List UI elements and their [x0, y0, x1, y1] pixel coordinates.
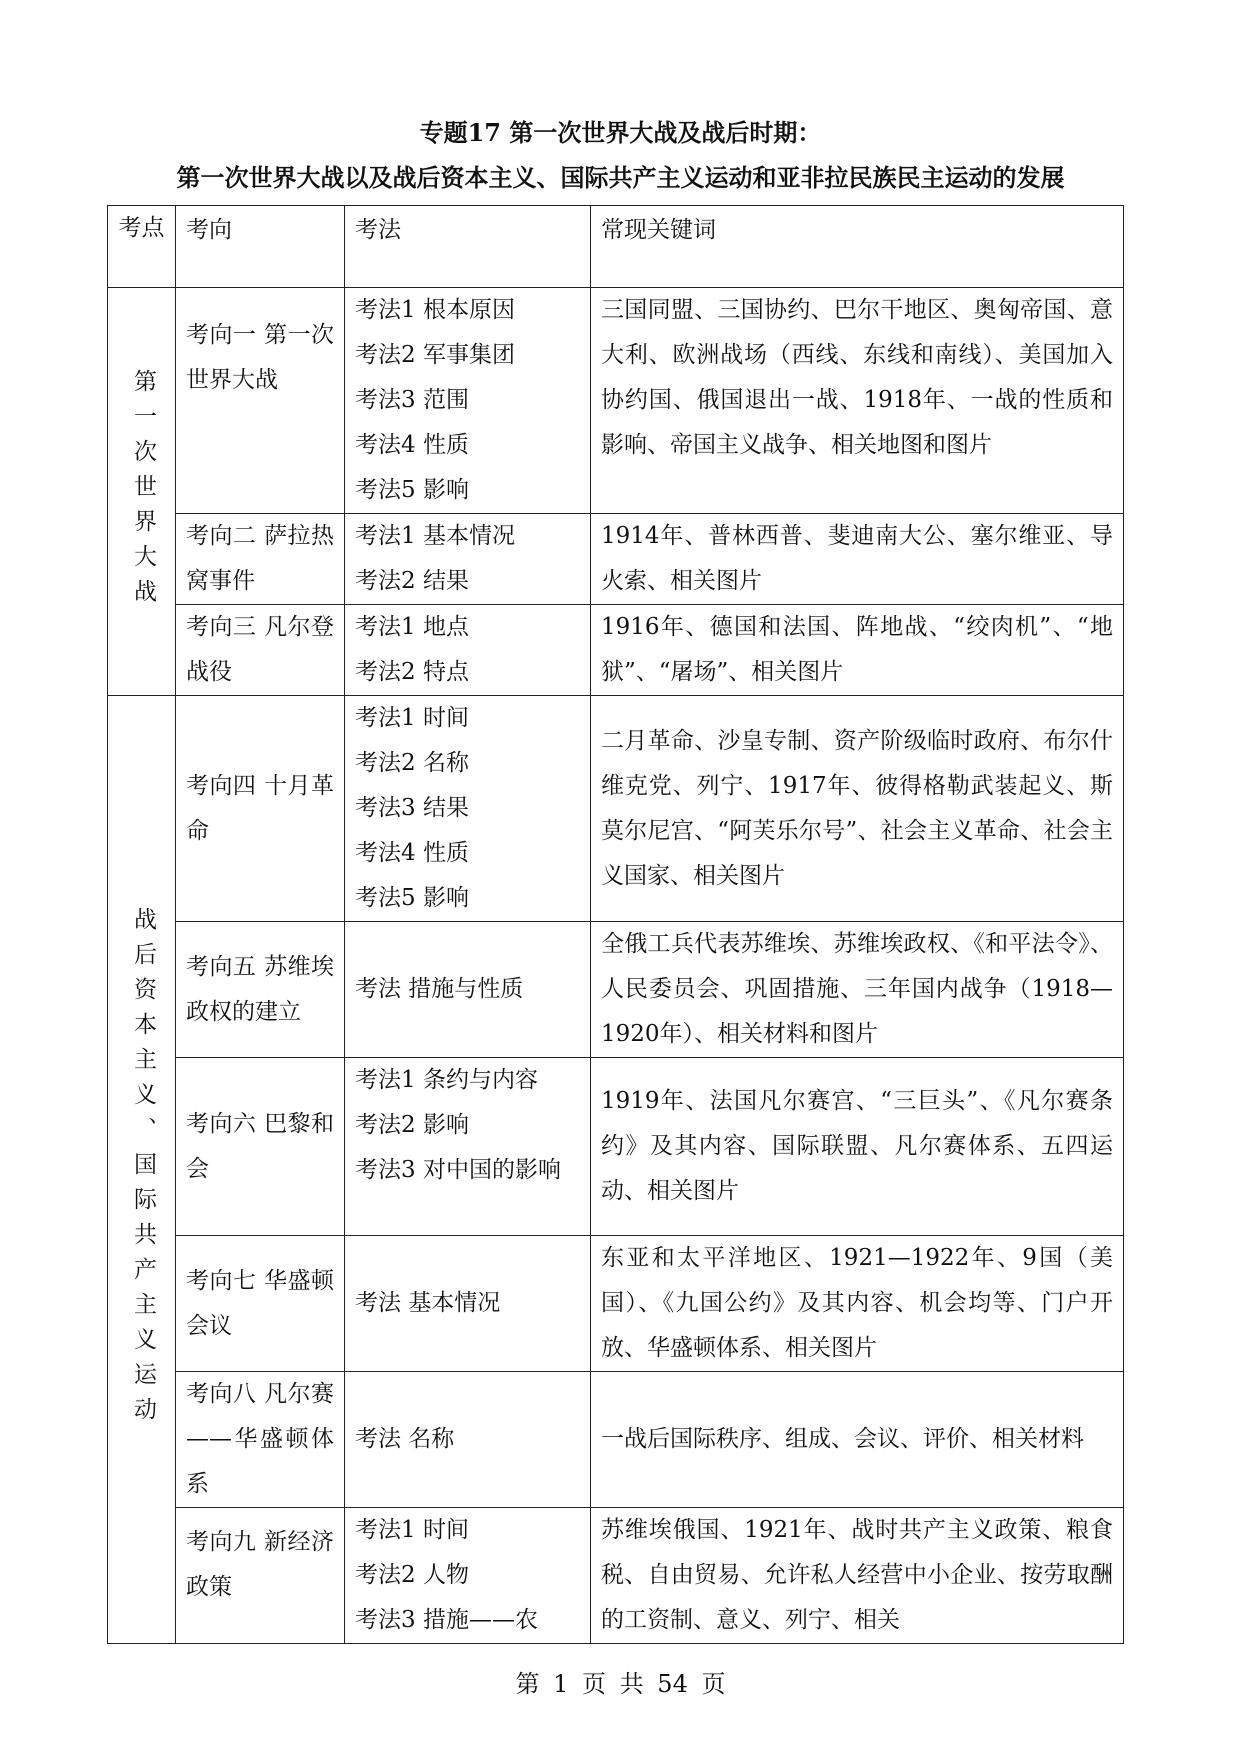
- section-point-ww1: 第一次世界大战: [108, 288, 176, 696]
- keywords-cell: 东亚和太平洋地区、1921—1922年、9国（美国）、《九国公约》及其内容、机会均等、门户开放、华盛顿体系、相关图片: [591, 1236, 1124, 1372]
- keywords-cell: 1914年、普林西普、斐迪南大公、塞尔维亚、导火索、相关图片: [591, 514, 1124, 605]
- method-item: 考法5 影响: [355, 477, 469, 503]
- table-row: [108, 1058, 1124, 1236]
- methods-cell: [345, 1508, 591, 1644]
- keywords-cell: 1916年、德国和法国、阵地战、“绞肉机”、“地狱”、“屠场”、相关图片: [591, 605, 1124, 696]
- table-row: [108, 922, 1124, 1058]
- header-kaodian: 考点: [108, 206, 176, 288]
- direction-cell: 考向八 凡尔赛——华盛顿体系: [176, 1372, 345, 1508]
- method-item: 考法 措施与性质: [355, 976, 524, 1002]
- table-row: [108, 605, 1124, 696]
- method-item: 考法3 措施——农: [355, 1607, 538, 1633]
- method-item: 考法3 对中国的影响: [355, 1157, 561, 1183]
- methods-cell: [345, 605, 591, 696]
- method-item: 考法1 时间: [355, 705, 469, 731]
- method-item: 考法1 时间: [355, 1517, 469, 1543]
- method-item: 考法1 条约与内容: [355, 1067, 538, 1093]
- method-item: 考法 名称: [355, 1426, 455, 1452]
- methods-cell: [345, 288, 591, 514]
- methods-cell: [345, 1236, 591, 1372]
- method-item: 考法4 性质: [355, 840, 469, 866]
- page-title: 专题17 第一次世界大战及战后时期：: [419, 118, 822, 147]
- method-item: 考法 基本情况: [355, 1290, 501, 1316]
- method-item: 考法2 结果: [355, 568, 469, 594]
- header-kaofa: 考法: [345, 206, 591, 288]
- methods-cell: [345, 922, 591, 1058]
- method-item: 考法1 基本情况: [355, 523, 515, 549]
- table-row: [108, 1236, 1124, 1372]
- method-item: 考法1 根本原因: [355, 297, 515, 323]
- methods-cell: [345, 1372, 591, 1508]
- header-kaoxiang: 考向: [176, 206, 345, 288]
- method-item: 考法5 影响: [355, 885, 469, 911]
- methods-cell: [345, 514, 591, 605]
- table-row: [108, 1508, 1124, 1644]
- direction-cell: 考向四 十月革命: [176, 696, 345, 922]
- direction-cell: 考向九 新经济政策: [176, 1508, 345, 1644]
- header-keywords: 常现关键词: [591, 206, 1124, 288]
- keywords-cell: 一战后国际秩序、组成、会议、评价、相关材料: [591, 1372, 1124, 1508]
- section-point-postwar: 战后资本主义、国际共产主义运动: [108, 696, 176, 1644]
- keywords-cell: 全俄工兵代表苏维埃、苏维埃政权、《和平法令》、人民委员会、巩固措施、三年国内战争（1918—1920年）、相关材料和图片: [591, 922, 1124, 1058]
- page-subtitle: 第一次世界大战以及战后资本主义、国际共产主义运动和亚非拉民族民主运动的发展: [176, 163, 1065, 192]
- methods-cell: [345, 1058, 591, 1236]
- direction-cell: 考向二 萨拉热窝事件: [176, 514, 345, 605]
- table-row: [108, 696, 1124, 922]
- method-item: 考法2 军事集团: [355, 342, 515, 368]
- direction-cell: 考向七 华盛顿会议: [176, 1236, 345, 1372]
- direction-cell: 考向三 凡尔登战役: [176, 605, 345, 696]
- table-row: [108, 288, 1124, 514]
- table-row: [108, 514, 1124, 605]
- methods-cell: [345, 696, 591, 922]
- table-row: [108, 1372, 1124, 1508]
- keywords-cell: 二月革命、沙皇专制、资产阶级临时政府、布尔什维克党、列宁、1917年、彼得格勒武装起义、斯莫尔尼宫、“阿芙乐尔号”、社会主义革命、社会主义国家、相关图片: [591, 696, 1124, 922]
- keywords-cell: 三国同盟、三国协约、巴尔干地区、奥匈帝国、意大利、欧洲战场（西线、东线和南线）、美国加入协约国、俄国退出一战、1918年、一战的性质和影响、帝国主义战争、相关地图和图片: [591, 288, 1124, 514]
- topic-table: [107, 205, 1124, 1644]
- direction-cell: 考向一 第一次世界大战: [176, 288, 345, 514]
- table-header-row: [108, 206, 1124, 288]
- direction-cell: 考向六 巴黎和会: [176, 1058, 345, 1236]
- method-item: 考法2 影响: [355, 1112, 469, 1138]
- direction-cell: 考向五 苏维埃政权的建立: [176, 922, 345, 1058]
- keywords-cell: 苏维埃俄国、1921年、战时共产主义政策、粮食税、自由贸易、允许私人经营中小企业、按劳取酬的工资制、意义、列宁、相关: [591, 1508, 1124, 1644]
- method-item: 考法2 人物: [355, 1562, 469, 1588]
- method-item: 考法3 结果: [355, 795, 469, 821]
- keywords-cell: 1919年、法国凡尔赛宫、“三巨头”、《凡尔赛条约》及其内容、国际联盟、凡尔赛体系、五四运动、相关图片: [591, 1058, 1124, 1236]
- method-item: 考法2 特点: [355, 659, 469, 685]
- method-item: 考法4 性质: [355, 432, 469, 458]
- method-item: 考法1 地点: [355, 614, 469, 640]
- page-footer: 第 1 页 共 54 页: [515, 1670, 726, 1698]
- method-item: 考法2 名称: [355, 750, 469, 776]
- method-item: 考法3 范围: [355, 387, 469, 413]
